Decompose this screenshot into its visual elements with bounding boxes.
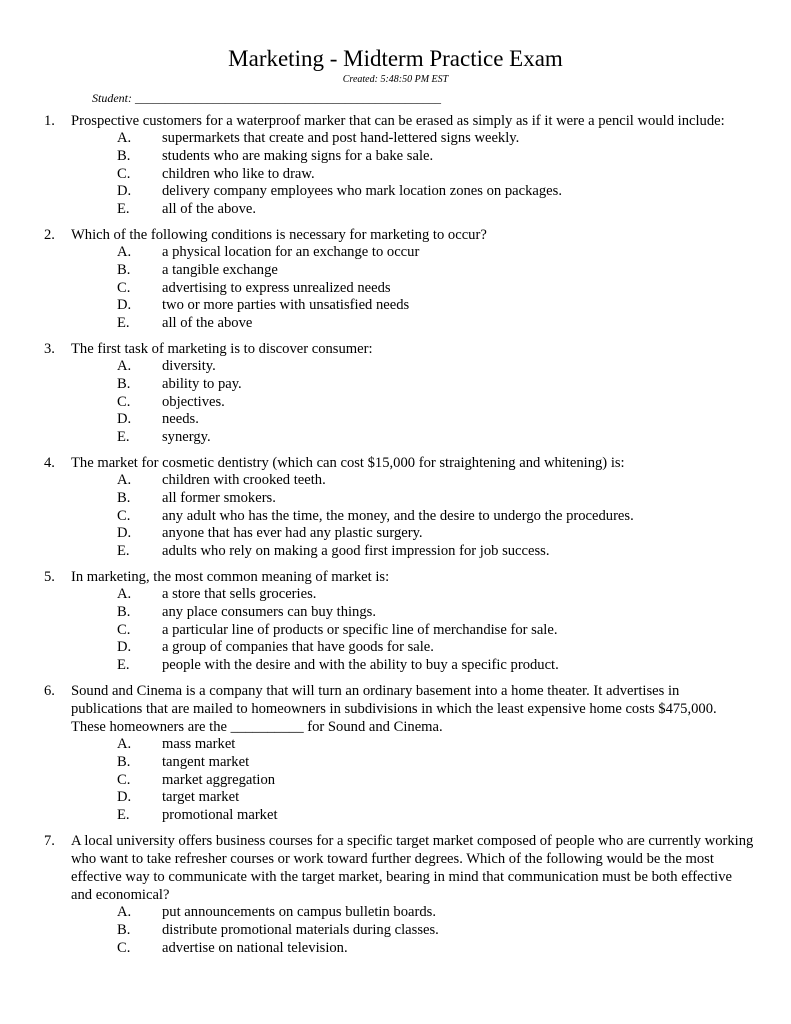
- option-letter: A.: [117, 357, 132, 374]
- question-2-option-e: [117, 315, 754, 333]
- option-letter: C.: [117, 165, 131, 182]
- option-text: promotional market: [162, 807, 278, 824]
- question-2-option-b: [117, 262, 754, 280]
- question-number: 4.: [44, 454, 55, 471]
- question-1-option-e: [117, 201, 754, 219]
- question-number: 7.: [44, 832, 55, 849]
- option-text: distribute promotional materials during classes.: [162, 921, 439, 938]
- option-letter: B.: [117, 489, 131, 506]
- option-text: supermarkets that create and post hand-lettered signs weekly.: [162, 130, 520, 146]
- question-6-option-b: [117, 754, 754, 772]
- question-5-option-b: [117, 604, 754, 622]
- question-4-option-d: [117, 525, 754, 543]
- question-3-option-e: [117, 429, 754, 447]
- option-text: a store that sells groceries.: [162, 585, 317, 602]
- question-number: 2.: [44, 226, 55, 243]
- question-1: [44, 112, 754, 219]
- option-letter: C.: [117, 279, 131, 296]
- option-text: diversity.: [162, 357, 216, 374]
- question-stem: [44, 340, 754, 358]
- created-timestamp: Created: 5:48:50 PM EST: [342, 74, 449, 85]
- option-text: children with crooked teeth.: [162, 471, 326, 488]
- question-text: A local university offers business courses for a specific target market composed of people who are currently working who want to take refresher courses or work toward further degrees. Which of the following would be the most effective way to communicate with the target market, bearing in mind that communication must be both effective and economical?: [71, 832, 754, 903]
- option-letter: D.: [117, 297, 132, 314]
- question-number: 1.: [44, 113, 55, 129]
- question-3-option-a: [117, 358, 754, 376]
- question-7: [44, 832, 754, 957]
- option-text: children who like to draw.: [162, 165, 315, 182]
- option-letter: C.: [117, 621, 131, 638]
- option-letter: E.: [117, 429, 130, 446]
- question-5-option-a: [117, 586, 754, 604]
- question-7-option-b: [117, 922, 754, 940]
- option-letter: C.: [117, 939, 131, 956]
- question-stem: [44, 832, 754, 904]
- question-4-option-b: [117, 490, 754, 508]
- question-4-option-e: [117, 543, 754, 561]
- question-3-option-d: [117, 411, 754, 429]
- option-text: all of the above.: [162, 201, 257, 218]
- option-letter: D.: [117, 525, 132, 542]
- option-letter: E.: [117, 657, 130, 674]
- option-text: needs.: [162, 411, 199, 428]
- answer-options: [44, 472, 754, 561]
- option-letter: C.: [117, 393, 131, 410]
- option-text: people with the desire and with the ability to buy a specific product.: [162, 657, 559, 674]
- option-text: advertise on national television.: [162, 939, 348, 956]
- question-stem: [44, 454, 754, 472]
- question-stem: [44, 682, 754, 736]
- option-text: mass market: [162, 735, 236, 752]
- question-number: 3.: [44, 340, 55, 357]
- option-text: put announcements on campus bulletin boards.: [162, 903, 436, 920]
- answer-options: [44, 736, 754, 825]
- question-text: The first task of marketing is to discover consumer:: [71, 340, 373, 357]
- answer-options: [44, 244, 754, 333]
- option-letter: D.: [117, 183, 132, 200]
- question-2-option-c: [117, 280, 754, 298]
- page-title: Marketing - Midterm Practice Exam: [228, 46, 563, 71]
- question-list: [44, 112, 754, 964]
- question-6: [44, 682, 754, 825]
- option-letter: A.: [117, 130, 132, 146]
- option-text: target market: [162, 789, 240, 806]
- option-text: ability to pay.: [162, 375, 242, 392]
- question-2-option-a: [117, 244, 754, 262]
- question-3: [44, 340, 754, 447]
- question-1-option-b: [117, 148, 754, 166]
- question-1-option-a: [117, 130, 754, 148]
- option-letter: C.: [117, 507, 131, 524]
- question-6-option-e: [117, 807, 754, 825]
- option-letter: D.: [117, 789, 132, 806]
- option-letter: B.: [117, 375, 131, 392]
- option-text: advertising to express unrealized needs: [162, 279, 391, 296]
- question-1-option-c: [117, 166, 754, 184]
- question-text: Sound and Cinema is a company that will turn an ordinary basement into a home theater. It advertises in publications that are mailed to homeowners in subdivisions in which the least expensive home costs $475,000. These homeowners are the __________ for Sound and Cinema.: [71, 682, 717, 735]
- question-7-option-a: [117, 904, 754, 922]
- option-text: all former smokers.: [162, 489, 276, 506]
- question-text: The market for cosmetic dentistry (which can cost $15,000 for straightening and whitening) is:: [71, 454, 625, 471]
- question-text: In marketing, the most common meaning of market is:: [71, 568, 390, 585]
- question-1-option-d: [117, 183, 754, 201]
- option-text: market aggregation: [162, 771, 276, 788]
- option-letter: E.: [117, 201, 130, 218]
- question-stem: [44, 112, 754, 130]
- option-letter: A.: [117, 471, 132, 488]
- option-text: any adult who has the time, the money, and the desire to undergo the procedures.: [162, 507, 634, 524]
- student-name-line: Student: ___________________________________________________: [92, 91, 441, 105]
- option-letter: D.: [117, 411, 132, 428]
- answer-options: [44, 904, 754, 957]
- option-text: all of the above: [162, 315, 253, 332]
- question-2: [44, 226, 754, 333]
- option-letter: B.: [117, 921, 131, 938]
- option-text: a physical location for an exchange to occur: [162, 243, 420, 260]
- option-letter: E.: [117, 315, 130, 332]
- question-5-option-c: [117, 622, 754, 640]
- option-text: two or more parties with unsatisfied needs: [162, 297, 410, 314]
- option-letter: B.: [117, 147, 131, 164]
- question-5-option-d: [117, 639, 754, 657]
- option-letter: C.: [117, 771, 131, 788]
- option-letter: E.: [117, 543, 130, 560]
- question-text: Which of the following conditions is necessary for marketing to occur?: [71, 226, 487, 243]
- answer-options: [44, 586, 754, 675]
- option-letter: D.: [117, 639, 132, 656]
- option-letter: B.: [117, 261, 131, 278]
- option-text: any place consumers can buy things.: [162, 603, 376, 620]
- question-4-option-a: [117, 472, 754, 490]
- option-text: a group of companies that have goods for sale.: [162, 639, 434, 656]
- question-number: 6.: [44, 682, 55, 699]
- question-stem: [44, 226, 754, 244]
- option-text: anyone that has ever had any plastic surgery.: [162, 525, 423, 542]
- option-text: delivery company employees who mark location zones on packages.: [162, 183, 562, 200]
- option-text: adults who rely on making a good first impression for job success.: [162, 543, 550, 560]
- option-text: a tangible exchange: [162, 261, 278, 278]
- answer-options: [44, 130, 754, 219]
- option-letter: A.: [117, 585, 132, 602]
- question-3-option-c: [117, 394, 754, 412]
- question-2-option-d: [117, 297, 754, 315]
- question-5: [44, 568, 754, 675]
- option-text: synergy.: [162, 429, 211, 446]
- option-text: a particular line of products or specific line of merchandise for sale.: [162, 621, 558, 638]
- question-4-option-c: [117, 508, 754, 526]
- question-stem: [44, 568, 754, 586]
- option-text: tangent market: [162, 753, 250, 770]
- option-letter: A.: [117, 735, 132, 752]
- question-4: [44, 454, 754, 561]
- option-letter: B.: [117, 603, 131, 620]
- option-letter: E.: [117, 807, 130, 824]
- question-text: Prospective customers for a waterproof marker that can be erased as simply as if it were a pencil would include:: [71, 113, 725, 129]
- question-6-option-d: [117, 789, 754, 807]
- question-5-option-e: [117, 657, 754, 675]
- option-letter: B.: [117, 753, 131, 770]
- question-6-option-c: [117, 772, 754, 790]
- question-number: 5.: [44, 568, 55, 585]
- option-letter: A.: [117, 243, 132, 260]
- option-letter: A.: [117, 903, 132, 920]
- question-6-option-a: [117, 736, 754, 754]
- question-7-option-c: [117, 940, 754, 958]
- answer-options: [44, 358, 754, 447]
- option-text: objectives.: [162, 393, 225, 410]
- option-text: students who are making signs for a bake sale.: [162, 147, 434, 164]
- question-3-option-b: [117, 376, 754, 394]
